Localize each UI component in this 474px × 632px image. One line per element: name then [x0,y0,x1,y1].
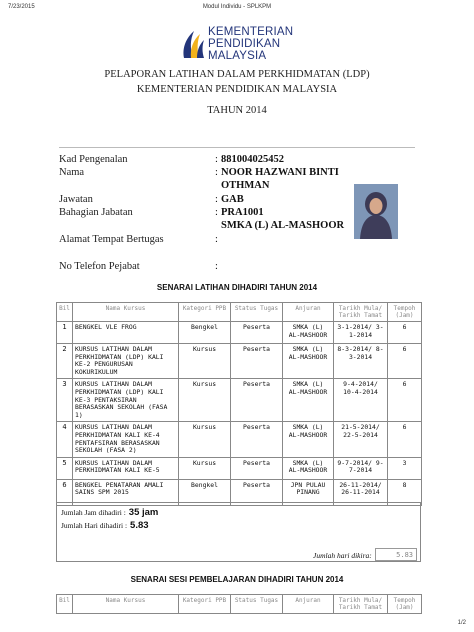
col-anjuran: Anjuran [283,303,334,322]
summary-box [56,502,421,562]
col-status: Status Tugas [231,303,283,322]
row-anjuran: SMKA (L) AL-MASHOOR [283,322,334,344]
row-bil: 5 [57,457,73,479]
col-tarikh: Tarikh Mula/ Tarikh Tamat [334,303,388,322]
row-tempoh: 6 [388,322,422,344]
divider [59,147,415,148]
days-total [61,520,149,531]
phone-label: No Telefon Pejabat [59,261,140,272]
row-bil: 1 [57,322,73,344]
hours-total [61,507,158,518]
row-bil: 6 [57,479,73,505]
row-tempoh: 6 [388,422,422,457]
col-anjuran: Anjuran [283,595,334,614]
logo-line-1: KEMENTERIAN [208,26,294,38]
row-bil: 2 [57,344,73,379]
row-status: Peserta [231,322,283,344]
row-nama: BENGKEL VLE FROG [73,322,179,344]
table-row [57,344,422,379]
position-value: GAB [221,194,244,205]
table-row [57,422,422,457]
colon: : [215,234,218,245]
row-tarikh: 9-7-2014/ 9-7-2014 [334,457,388,479]
row-bil: 3 [57,379,73,422]
department-label: Bahagian Jabatan [59,207,133,218]
col-kategori: Kategori PPB [179,595,231,614]
report-title: PELAPORAN LATIHAN DALAM PERKHIDMATAN (LDP) [104,69,370,80]
colon: : [215,261,218,272]
ic-label: Kad Pengenalan [59,154,128,165]
page-number: 1/2 [457,620,466,626]
colon: : [215,207,218,218]
row-status: Peserta [231,457,283,479]
row-tarikh: 21-5-2014/ 22-5-2014 [334,422,388,457]
days-counted-label: Jumlah hari dikira: [313,551,372,560]
table-header-row [57,595,422,614]
row-status: Peserta [231,344,283,379]
row-anjuran: SMKA (L) AL-MASHOOR [283,422,334,457]
col-nama: Nama Kursus [73,303,179,322]
row-status: Peserta [231,379,283,422]
row-anjuran: SMKA (L) AL-MASHOOR [283,457,334,479]
row-tempoh: 8 [388,479,422,505]
row-tempoh: 3 [388,457,422,479]
hours-value: 35 jam [128,507,159,518]
row-anjuran: SMKA (L) AL-MASHOOR [283,344,334,379]
logo-line-2: PENDIDIKAN [208,38,281,50]
row-tarikh: 8-3-2014/ 8-3-2014 [334,344,388,379]
ic-value: 881004025452 [221,154,284,165]
col-bil: Bil [57,303,73,322]
learning-session-table [56,594,422,614]
name-value-2: OTHMAN [221,180,270,191]
row-kategori: Kursus [179,457,231,479]
colon: : [215,154,218,165]
print-date: 7/23/2015 [8,4,35,10]
col-nama: Nama Kursus [73,595,179,614]
row-nama: BENGKEL PENATARAN AMALI SAINS SPM 2015 [73,479,179,505]
section2-title: SENARAI SESI PEMBELAJARAN DIHADIRI TAHUN 2014 [130,575,344,584]
days-counted-value: 5.83 [375,548,417,561]
profile-photo [354,184,398,239]
row-tempoh: 6 [388,344,422,379]
row-status: Peserta [231,422,283,457]
table-row [57,322,422,344]
training-table [56,302,422,506]
col-bil: Bil [57,595,73,614]
table-header-row [57,303,422,322]
name-value-1: NOOR HAZWANI BINTI [221,167,339,178]
row-nama: KURSUS LATIHAN DALAM PERKHIDMATAN KALI KE-4 PENTAFSIRAN BERASASKAN SEKOLAH (FASA 2) [73,422,179,457]
row-kategori: Kursus [179,422,231,457]
row-nama: KURSUS LATIHAN DALAM PERKHIDMATAN (LDP) KALI KE-3 PENTAKSIRAN BERASASKAN SEKOLAH (FASA 1) [73,379,179,422]
days-label: Jumlah Hari dihadiri : [61,521,128,530]
row-kategori: Bengkel [179,322,231,344]
section1-title: SENARAI LATIHAN DIHADIRI TAHUN 2014 [156,283,318,292]
row-kategori: Kursus [179,344,231,379]
row-nama: KURSUS LATIHAN DALAM PERKHIDMATAN (LDP) KALI KE-2 PENGURUSAN KOKURIKULUM [73,344,179,379]
row-tarikh: 9-4-2014/ 10-4-2014 [334,379,388,422]
col-tempoh: Tempoh (Jam) [388,303,422,322]
row-tempoh: 6 [388,379,422,422]
row-nama: KURSUS LATIHAN DALAM PERKHIDMATAN KALI KE-5 [73,457,179,479]
col-kategori: Kategori PPB [179,303,231,322]
col-tempoh: Tempoh (Jam) [388,595,422,614]
days-value: 5.83 [130,520,149,531]
report-year: TAHUN 2014 [207,105,267,116]
logo-line-3: MALAYSIA [208,50,267,62]
position-label: Jawatan [59,194,93,205]
col-status: Status Tugas [231,595,283,614]
crest-icon [180,28,206,62]
row-kategori: Kursus [179,379,231,422]
department-value-1: PRA1001 [221,207,264,218]
row-anjuran: JPN PULAU PINANG [283,479,334,505]
table-row [57,457,422,479]
address-label: Alamat Tempat Bertugas [59,234,164,245]
colon: : [215,194,218,205]
row-status: Peserta [231,479,283,505]
department-value-2: SMKA (L) AL-MASHOOR [221,220,345,231]
row-bil: 4 [57,422,73,457]
ministry-name: KEMENTERIAN PENDIDIKAN MALAYSIA [136,84,338,95]
colon: : [215,167,218,178]
row-tarikh: 26-11-2014/ 26-11-2014 [334,479,388,505]
name-label: Nama [59,167,85,178]
col-tarikh: Tarikh Mula/ Tarikh Tamat [334,595,388,614]
hours-label: Jumlah Jam dihadiri : [61,508,126,517]
row-kategori: Bengkel [179,479,231,505]
table-row [57,379,422,422]
print-title: Modul Individu - SPLKPM [202,4,272,10]
row-tarikh: 3-1-2014/ 3-1-2014 [334,322,388,344]
row-anjuran: SMKA (L) AL-MASHOOR [283,379,334,422]
